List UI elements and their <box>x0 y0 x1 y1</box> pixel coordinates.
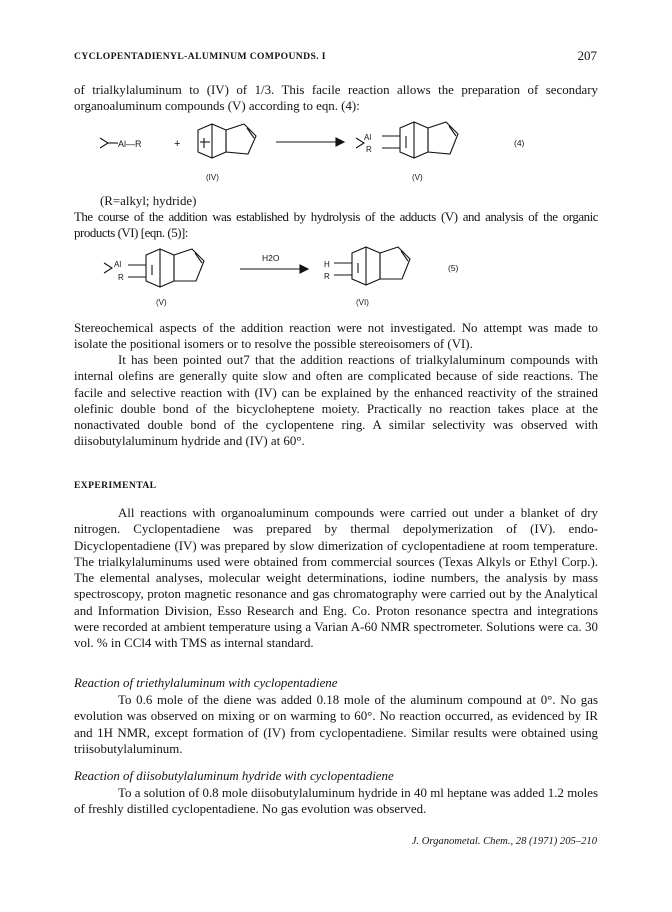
compound-vi-label: (VI) <box>356 298 369 307</box>
equation-5-label: (5) <box>448 263 459 273</box>
atom-r-vi: R <box>324 272 330 281</box>
reagent-h2o: H2O <box>262 253 280 263</box>
paragraph-intro: of trialkylaluminum to (IV) of 1/3. This facile reaction allows the preparation of secondary organoaluminum compounds (V) according to eqn. (4): <box>74 83 598 114</box>
paragraph-stereochemistry: Stereochemical aspects of the addition reaction were not investigated. No attempt was made to isolate the positional isomers or to resolve the possible stereoisomers of (VI). <box>74 321 598 352</box>
running-title: CYCLOPENTADIENYL-ALUMINUM COMPOUNDS. I <box>74 51 326 62</box>
atom-h-vi: H <box>324 260 330 269</box>
compound-iv-label: (IV) <box>206 173 219 182</box>
atom-r-v: R <box>366 145 372 154</box>
paragraph-selectivity: It has been pointed out7 that the addition reactions of trialkylaluminum compounds with internal olefins are generally quite slow and often are complicated because of side reactions. The facile and selective reaction with (IV) can be explained by the enhanced reactivity of the strained olefinic double bond of the bicycloheptene moiety. Practically no reaction takes place at the nonactivated double bond of the cyclopentene ring. A similar selectivity was observed with diisobutylaluminum hydride and (IV) at 60°. <box>74 353 598 449</box>
equation-5-scheme <box>0 245 672 325</box>
reagent-al-r: Al—R <box>118 139 142 149</box>
atom-al-v: Al <box>364 133 372 142</box>
r-definition: (R=alkyl; hydride) <box>100 194 197 208</box>
equation-4-scheme <box>0 118 672 188</box>
subheading-triethylaluminum: Reaction of triethylaluminum with cyclopentadiene <box>74 676 338 690</box>
atom-al-v-eq5: Al <box>114 260 122 269</box>
subheading-diisobutylaluminum-hydride: Reaction of diisobutylaluminum hydride with cyclopentadiene <box>74 769 394 783</box>
journal-citation: J. Organometal. Chem., 28 (1971) 205–210 <box>411 836 597 847</box>
plus-sign: + <box>174 138 181 150</box>
paragraph-experimental-general: All reactions with organoaluminum compounds were carried out under a blanket of dry nitrogen. Cyclopentadiene was prepared by thermal depolymerization of (IV). endo-Dicyclopentadiene (IV) was prepared by slow dimerization of cyclopentadiene at room temperature. The trialkylaluminums used were obtained from commercial sources (Texas Alkyls or Ethyl Corp.). The elemental analyses, molecular weight determinations, iodine numbers, the analysis by mass spectroscopy, proton magnetic resonance and gas chromatography were carried out by the Analytical and Information Division, Esso Research and Eng. Co. Proton resonance spectra and integrations were recorded at ambient temperature using a Varian A-60 NMR spectrometer. Solutions were ca. 30 vol. % in CCl4 with TMS as internal standard. <box>74 506 598 651</box>
page-number: 207 <box>577 48 597 63</box>
compound-v-label: (V) <box>412 173 423 182</box>
paragraph-course-of-addition: The course of the addition was established by hydrolysis of the adducts (V) and analysis of the organic products (VI) [eqn. (5)]: <box>74 210 598 241</box>
paragraph-triethylaluminum: To 0.6 mole of the diene was added 0.18 mole of the aluminum compound at 0°. No gas evolution was observed on mixing or on warming to 60°. No reaction occurred, as evidenced by IR and 1H NMR, except formation of (IV) from cyclopentadiene. Similar results were obtained using triisobutylaluminum. <box>74 693 598 756</box>
equation-4-label: (4) <box>514 138 525 148</box>
section-heading-experimental: EXPERIMENTAL <box>74 480 157 491</box>
compound-v-label-eq5: (V) <box>156 298 167 307</box>
atom-r-v-eq5: R <box>118 273 124 282</box>
paragraph-diisobutylaluminum-hydride: To a solution of 0.8 mole diisobutylaluminum hydride in 40 ml heptane was added 1.2 moles of freshly distilled cyclopentadiene. No gas evolution was observed. <box>74 786 598 817</box>
